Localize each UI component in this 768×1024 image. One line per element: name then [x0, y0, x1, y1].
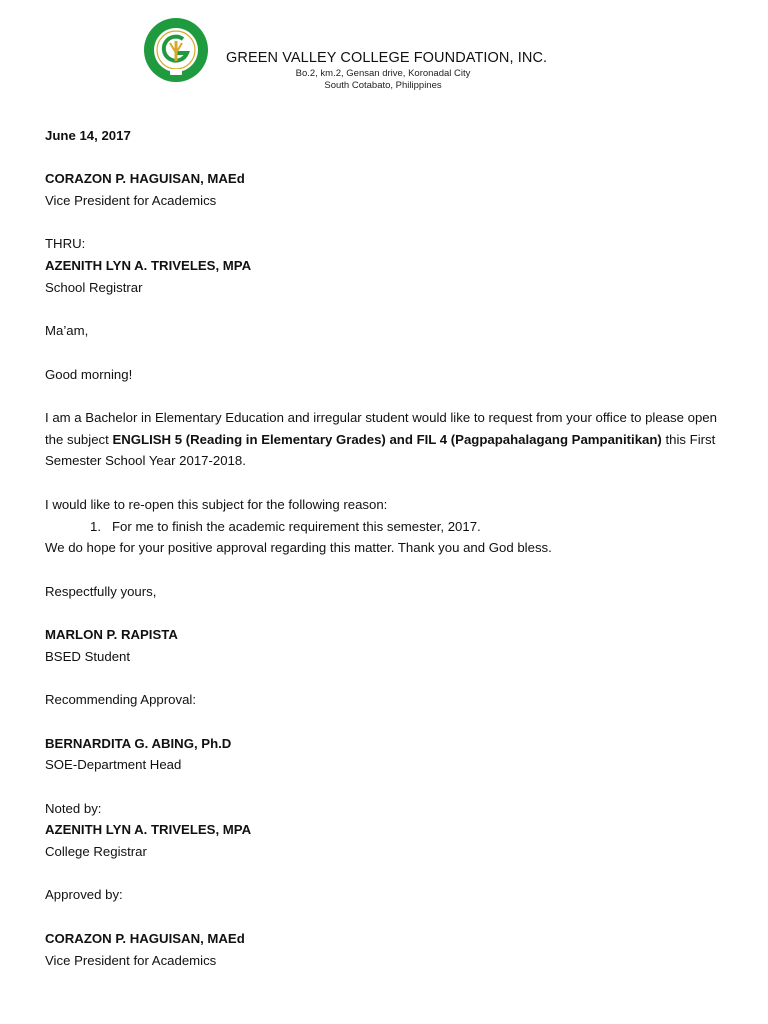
letter-date: June 14, 2017 — [45, 128, 131, 143]
sender-name: MARLON P. RAPISTA — [45, 627, 178, 643]
thru-title: School Registrar — [45, 279, 143, 295]
recommender-title: SOE-Department Head — [45, 757, 182, 773]
recipient-title: Vice President for Academics — [45, 193, 217, 209]
address-line-2: South Cotabato, Philippines — [324, 80, 442, 91]
list-number: 1. — [90, 518, 101, 534]
college-seal-logo — [143, 17, 209, 83]
greeting: Good morning! — [45, 366, 133, 382]
reason-intro: I would like to re-open this subject for the following reason: — [45, 496, 388, 512]
noted-title: College Registrar — [45, 844, 147, 860]
approved-label: Approved by: — [45, 887, 123, 903]
letterhead — [0, 0, 768, 110]
list-item — [45, 516, 735, 538]
request-text-end: this First Semester School Year 2017-2018. — [45, 431, 716, 469]
letter-body — [45, 125, 735, 971]
recommender-name: BERNARDITA G. ABING, Ph.D — [45, 735, 232, 751]
noted-name: AZENITH LYN A. TRIVELES, MPA — [45, 822, 252, 838]
request-paragraph — [45, 407, 735, 472]
thru-name: AZENITH LYN A. TRIVELES, MPA — [45, 258, 252, 274]
request-text-start: I am a Bachelor in Elementary Education and irregular student would like to request from your office to please open the subject — [45, 410, 717, 447]
noted-label: Noted by: — [45, 800, 102, 816]
recommending-label: Recommending Approval: — [45, 692, 197, 708]
requested-subjects: ENGLISH 5 (Reading in Elementary Grades) and FIL 4 (Pagpapahalagang Pampanitikan) — [112, 431, 662, 447]
complimentary-close: Respectfully yours, — [45, 583, 157, 599]
organization-name: GREEN VALLEY COLLEGE FOUNDATION, INC. — [226, 50, 548, 66]
address-line-1: Bo.2, km.2, Gensan drive, Koronadal City — [295, 68, 471, 79]
sender-title: BSED Student — [45, 648, 131, 664]
recipient-name: CORAZON P. HAGUISAN, MAEd — [45, 171, 245, 187]
list-text: For me to finish the academic requirement this semester, 2017. — [112, 518, 481, 534]
approver-name: CORAZON P. HAGUISAN, MAEd — [45, 930, 245, 946]
approver-title: Vice President for Academics — [45, 952, 217, 968]
closing-line: We do hope for your positive approval regarding this matter. Thank you and God bless. — [45, 540, 552, 556]
thru-label: THRU: — [45, 236, 86, 252]
salutation: Ma’am, — [45, 323, 89, 339]
